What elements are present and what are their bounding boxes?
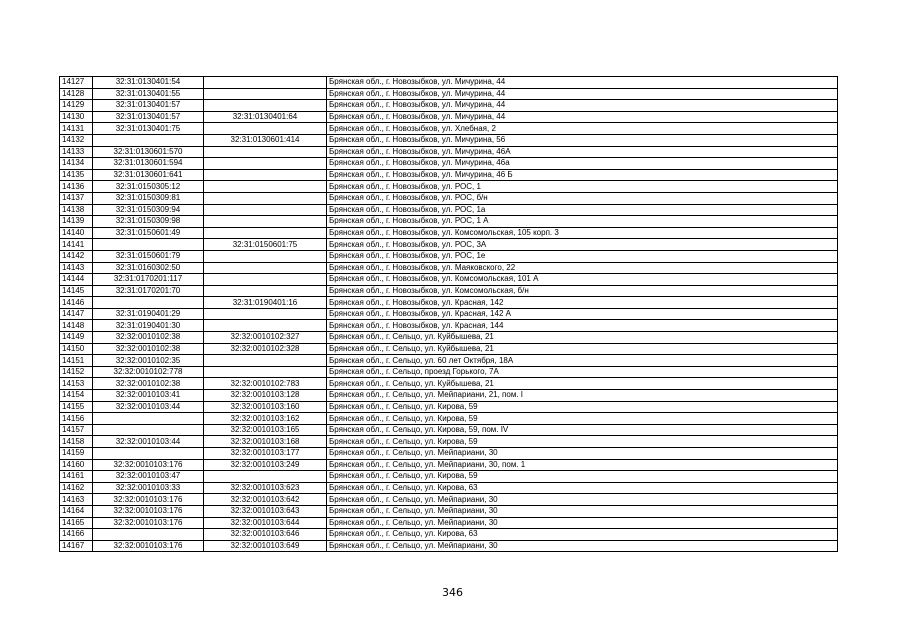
row-number-cell: 14146	[60, 297, 93, 309]
parent-cadastral-number-cell: 32:32:0010103:162	[204, 413, 327, 425]
address-cell: Брянская обл., г. Сельцо, ул. Куйбышева, 21	[327, 332, 838, 344]
address-cell: Брянская обл., г. Новозыбков, ул. Мичурина, 46 Б	[327, 169, 838, 181]
row-number-cell: 14136	[60, 181, 93, 193]
table-row	[60, 239, 838, 251]
cadastral-number-cell: 32:31:0190401:29	[93, 308, 204, 320]
row-number-cell: 14161	[60, 471, 93, 483]
address-cell: Брянская обл., г. Новозыбков, ул. РОС, 1	[327, 181, 838, 193]
parent-cadastral-number-cell: 32:32:0010103:644	[204, 517, 327, 529]
parent-cadastral-number-cell	[204, 169, 327, 181]
address-cell: Брянская обл., г. Сельцо, ул. Мейпариани, 21, пом. I	[327, 390, 838, 402]
cadastral-number-cell: 32:32:0010103:47	[93, 471, 204, 483]
parent-cadastral-number-cell: 32:31:0190401:16	[204, 297, 327, 309]
row-number-cell: 14151	[60, 355, 93, 367]
cadastral-number-cell: 32:31:0130401:54	[93, 77, 204, 89]
cadastral-number-cell: 32:31:0190401:30	[93, 320, 204, 332]
table-row	[60, 390, 838, 402]
table-row	[60, 459, 838, 471]
table-row	[60, 448, 838, 460]
table-row	[60, 216, 838, 228]
cadastral-number-cell: 32:31:0130401:57	[93, 111, 204, 123]
table-body	[60, 77, 838, 552]
address-cell: Брянская обл., г. Сельцо, ул. Мейпариани, 30	[327, 517, 838, 529]
table-row	[60, 436, 838, 448]
parent-cadastral-number-cell	[204, 227, 327, 239]
parent-cadastral-number-cell: 32:32:0010103:649	[204, 540, 327, 552]
table-row	[60, 332, 838, 344]
address-cell: Брянская обл., г. Новозыбков, ул. РОС, 3А	[327, 239, 838, 251]
cadastral-number-cell	[93, 297, 204, 309]
cadastral-number-cell: 32:32:0010102:38	[93, 332, 204, 344]
parent-cadastral-number-cell	[204, 192, 327, 204]
row-number-cell: 14152	[60, 366, 93, 378]
parent-cadastral-number-cell: 32:32:0010103:177	[204, 448, 327, 460]
address-cell: Брянская обл., г. Новозыбков, ул. Маяковского, 22	[327, 262, 838, 274]
cadastral-number-cell: 32:31:0150305:12	[93, 181, 204, 193]
address-cell: Брянская обл., г. Сельцо, ул. Кирова, 59, пом. IV	[327, 424, 838, 436]
parent-cadastral-number-cell	[204, 355, 327, 367]
address-cell: Брянская обл., г. Новозыбков, ул. РОС, б/н	[327, 192, 838, 204]
cadastral-number-cell: 32:31:0130601:570	[93, 146, 204, 158]
page-number: 346	[442, 586, 463, 599]
table-row	[60, 540, 838, 552]
table-row	[60, 169, 838, 181]
parent-cadastral-number-cell: 32:32:0010103:643	[204, 505, 327, 517]
address-cell: Брянская обл., г. Новозыбков, ул. Мичурина, 44	[327, 88, 838, 100]
cadastral-number-cell	[93, 413, 204, 425]
row-number-cell: 14147	[60, 308, 93, 320]
table-row	[60, 262, 838, 274]
parent-cadastral-number-cell: 32:32:0010103:642	[204, 494, 327, 506]
cadastral-number-cell: 32:32:0010103:176	[93, 505, 204, 517]
parent-cadastral-number-cell: 32:32:0010103:160	[204, 401, 327, 413]
address-cell: Брянская обл., г. Сельцо, ул. Куйбышева, 21	[327, 343, 838, 355]
row-number-cell: 14145	[60, 285, 93, 297]
cadastral-number-cell	[93, 448, 204, 460]
address-cell: Брянская обл., г. Новозыбков, ул. Мичурина, 44	[327, 111, 838, 123]
row-number-cell: 14143	[60, 262, 93, 274]
cadastral-number-cell: 32:31:0150601:79	[93, 250, 204, 262]
cadastral-number-cell: 32:31:0170201:70	[93, 285, 204, 297]
table-row	[60, 482, 838, 494]
address-cell: Брянская обл., г. Сельцо, ул. 60 лет Октября, 18А	[327, 355, 838, 367]
row-number-cell: 14164	[60, 505, 93, 517]
parent-cadastral-number-cell	[204, 285, 327, 297]
table-row	[60, 366, 838, 378]
address-cell: Брянская обл., г. Сельцо, ул. Мейпариани, 30	[327, 540, 838, 552]
parent-cadastral-number-cell: 32:32:0010103:249	[204, 459, 327, 471]
row-number-cell: 14162	[60, 482, 93, 494]
cadastral-number-cell: 32:31:0150309:81	[93, 192, 204, 204]
row-number-cell: 14141	[60, 239, 93, 251]
cadastral-number-cell: 32:32:0010103:176	[93, 540, 204, 552]
row-number-cell: 14167	[60, 540, 93, 552]
row-number-cell: 14155	[60, 401, 93, 413]
table-row	[60, 320, 838, 332]
address-cell: Брянская обл., г. Новозыбков, ул. Мичурина, 44	[327, 77, 838, 89]
table-row	[60, 308, 838, 320]
cadastral-number-cell: 32:32:0010103:176	[93, 517, 204, 529]
parent-cadastral-number-cell	[204, 181, 327, 193]
row-number-cell: 14144	[60, 274, 93, 286]
row-number-cell: 14139	[60, 216, 93, 228]
row-number-cell: 14138	[60, 204, 93, 216]
row-number-cell: 14137	[60, 192, 93, 204]
table-row	[60, 494, 838, 506]
parent-cadastral-number-cell	[204, 320, 327, 332]
address-cell: Брянская обл., г. Сельцо, ул. Кирова, 59	[327, 471, 838, 483]
table-row	[60, 77, 838, 89]
table-row	[60, 413, 838, 425]
address-cell: Брянская обл., г. Сельцо, ул. Кирова, 59	[327, 401, 838, 413]
parent-cadastral-number-cell: 32:32:0010103:623	[204, 482, 327, 494]
parent-cadastral-number-cell	[204, 158, 327, 170]
parent-cadastral-number-cell: 32:32:0010103:168	[204, 436, 327, 448]
address-cell: Брянская обл., г. Новозыбков, ул. Мичурина, 44	[327, 100, 838, 112]
row-number-cell: 14132	[60, 134, 93, 146]
address-cell: Брянская обл., г. Сельцо, ул. Мейпариани, 30	[327, 494, 838, 506]
row-number-cell: 14133	[60, 146, 93, 158]
parent-cadastral-number-cell	[204, 123, 327, 135]
address-cell: Брянская обл., г. Сельцо, ул. Куйбышева, 21	[327, 378, 838, 390]
cadastral-number-cell: 32:31:0130601:641	[93, 169, 204, 181]
parent-cadastral-number-cell	[204, 262, 327, 274]
row-number-cell: 14159	[60, 448, 93, 460]
cadastral-number-cell: 32:32:0010103:33	[93, 482, 204, 494]
table-row	[60, 471, 838, 483]
cadastral-number-cell: 32:31:0130401:75	[93, 123, 204, 135]
row-number-cell: 14149	[60, 332, 93, 344]
parent-cadastral-number-cell	[204, 366, 327, 378]
table-row	[60, 517, 838, 529]
row-number-cell: 14131	[60, 123, 93, 135]
table-row	[60, 355, 838, 367]
table-row	[60, 181, 838, 193]
table-row	[60, 88, 838, 100]
table-row	[60, 343, 838, 355]
cadastral-number-cell: 32:32:0010102:38	[93, 343, 204, 355]
address-cell: Брянская обл., г. Новозыбков, ул. РОС, 1а	[327, 204, 838, 216]
row-number-cell: 14154	[60, 390, 93, 402]
address-cell: Брянская обл., г. Новозыбков, ул. Красная, 142 А	[327, 308, 838, 320]
cadastral-number-cell: 32:32:0010103:44	[93, 401, 204, 413]
cadastral-number-cell: 32:32:0010103:41	[93, 390, 204, 402]
row-number-cell: 14150	[60, 343, 93, 355]
address-cell: Брянская обл., г. Новозыбков, ул. РОС, 1е	[327, 250, 838, 262]
parent-cadastral-number-cell: 32:32:0010103:128	[204, 390, 327, 402]
row-number-cell: 14130	[60, 111, 93, 123]
parent-cadastral-number-cell	[204, 88, 327, 100]
parent-cadastral-number-cell: 32:32:0010103:165	[204, 424, 327, 436]
parent-cadastral-number-cell: 32:31:0130601:414	[204, 134, 327, 146]
cadastral-number-cell: 32:31:0130601:594	[93, 158, 204, 170]
table-row	[60, 505, 838, 517]
cadastral-number-cell: 32:31:0130401:55	[93, 88, 204, 100]
cadastral-number-cell: 32:31:0150601:49	[93, 227, 204, 239]
address-cell: Брянская обл., г. Новозыбков, ул. Комсомольская, б/н	[327, 285, 838, 297]
parent-cadastral-number-cell	[204, 146, 327, 158]
row-number-cell: 14165	[60, 517, 93, 529]
table-row	[60, 250, 838, 262]
cadastral-number-cell	[93, 529, 204, 541]
address-cell: Брянская обл., г. Новозыбков, ул. Красная, 144	[327, 320, 838, 332]
row-number-cell: 14135	[60, 169, 93, 181]
table-row	[60, 146, 838, 158]
address-cell: Брянская обл., г. Новозыбков, ул. Красная, 142	[327, 297, 838, 309]
row-number-cell: 14153	[60, 378, 93, 390]
property-register-table	[59, 76, 838, 552]
parent-cadastral-number-cell: 32:32:0010102:783	[204, 378, 327, 390]
row-number-cell: 14134	[60, 158, 93, 170]
cadastral-number-cell	[93, 239, 204, 251]
cadastral-number-cell: 32:31:0150309:94	[93, 204, 204, 216]
row-number-cell: 14160	[60, 459, 93, 471]
address-cell: Брянская обл., г. Новозыбков, ул. Комсомольская, 105 корп. 3	[327, 227, 838, 239]
address-cell: Брянская обл., г. Сельцо, ул. Мейпариани, 30	[327, 448, 838, 460]
row-number-cell: 14140	[60, 227, 93, 239]
address-cell: Брянская обл., г. Новозыбков, ул. Хлебная, 2	[327, 123, 838, 135]
table-row	[60, 285, 838, 297]
cadastral-number-cell: 32:31:0130401:57	[93, 100, 204, 112]
address-cell: Брянская обл., г. Новозыбков, ул. Мичурина, 46а	[327, 158, 838, 170]
table-row	[60, 378, 838, 390]
table-row	[60, 204, 838, 216]
address-cell: Брянская обл., г. Новозыбков, ул. Комсомольская, 101 А	[327, 274, 838, 286]
parent-cadastral-number-cell	[204, 204, 327, 216]
cadastral-number-cell: 32:32:0010102:35	[93, 355, 204, 367]
parent-cadastral-number-cell	[204, 216, 327, 228]
cadastral-number-cell: 32:32:0010102:778	[93, 366, 204, 378]
row-number-cell: 14166	[60, 529, 93, 541]
table-row	[60, 158, 838, 170]
cadastral-number-cell: 32:32:0010103:176	[93, 459, 204, 471]
cadastral-number-cell: 32:31:0160302:50	[93, 262, 204, 274]
table-row	[60, 297, 838, 309]
row-number-cell: 14127	[60, 77, 93, 89]
address-cell: Брянская обл., г. Новозыбков, ул. РОС, 1 А	[327, 216, 838, 228]
parent-cadastral-number-cell	[204, 250, 327, 262]
address-cell: Брянская обл., г. Сельцо, ул. Кирова, 63	[327, 482, 838, 494]
table-row	[60, 401, 838, 413]
cadastral-number-cell: 32:32:0010103:44	[93, 436, 204, 448]
row-number-cell: 14156	[60, 413, 93, 425]
row-number-cell: 14128	[60, 88, 93, 100]
table-row	[60, 123, 838, 135]
row-number-cell: 14142	[60, 250, 93, 262]
table-row	[60, 274, 838, 286]
parent-cadastral-number-cell: 32:32:0010102:327	[204, 332, 327, 344]
parent-cadastral-number-cell: 32:31:0150601:75	[204, 239, 327, 251]
cadastral-number-cell: 32:32:0010103:176	[93, 494, 204, 506]
row-number-cell: 14163	[60, 494, 93, 506]
row-number-cell: 14158	[60, 436, 93, 448]
address-cell: Брянская обл., г. Сельцо, ул. Кирова, 59	[327, 436, 838, 448]
row-number-cell: 14148	[60, 320, 93, 332]
row-number-cell: 14157	[60, 424, 93, 436]
table-row	[60, 111, 838, 123]
address-cell: Брянская обл., г. Сельцо, ул. Мейпариани, 30, пом. 1	[327, 459, 838, 471]
table-row	[60, 134, 838, 146]
table-row	[60, 192, 838, 204]
table-row	[60, 100, 838, 112]
cadastral-number-cell	[93, 424, 204, 436]
parent-cadastral-number-cell	[204, 274, 327, 286]
table-row	[60, 529, 838, 541]
row-number-cell: 14129	[60, 100, 93, 112]
parent-cadastral-number-cell	[204, 471, 327, 483]
cadastral-number-cell: 32:32:0010102:38	[93, 378, 204, 390]
address-cell: Брянская обл., г. Новозыбков, ул. Мичурина, 56	[327, 134, 838, 146]
address-cell: Брянская обл., г. Новозыбков, ул. Мичурина, 46А	[327, 146, 838, 158]
address-cell: Брянская обл., г. Сельцо, ул. Кирова, 63	[327, 529, 838, 541]
parent-cadastral-number-cell	[204, 100, 327, 112]
cadastral-number-cell: 32:31:0150309:98	[93, 216, 204, 228]
parent-cadastral-number-cell	[204, 77, 327, 89]
parent-cadastral-number-cell: 32:32:0010103:646	[204, 529, 327, 541]
address-cell: Брянская обл., г. Сельцо, ул. Мейпариани, 30	[327, 505, 838, 517]
table-row	[60, 227, 838, 239]
parent-cadastral-number-cell: 32:31:0130401:64	[204, 111, 327, 123]
address-cell: Брянская обл., г. Сельцо, ул. Кирова, 59	[327, 413, 838, 425]
address-cell: Брянская обл., г. Сельцо, проезд Горького, 7А	[327, 366, 838, 378]
cadastral-number-cell	[93, 134, 204, 146]
table-row	[60, 424, 838, 436]
parent-cadastral-number-cell	[204, 308, 327, 320]
parent-cadastral-number-cell: 32:32:0010102:328	[204, 343, 327, 355]
cadastral-number-cell: 32:31:0170201:117	[93, 274, 204, 286]
